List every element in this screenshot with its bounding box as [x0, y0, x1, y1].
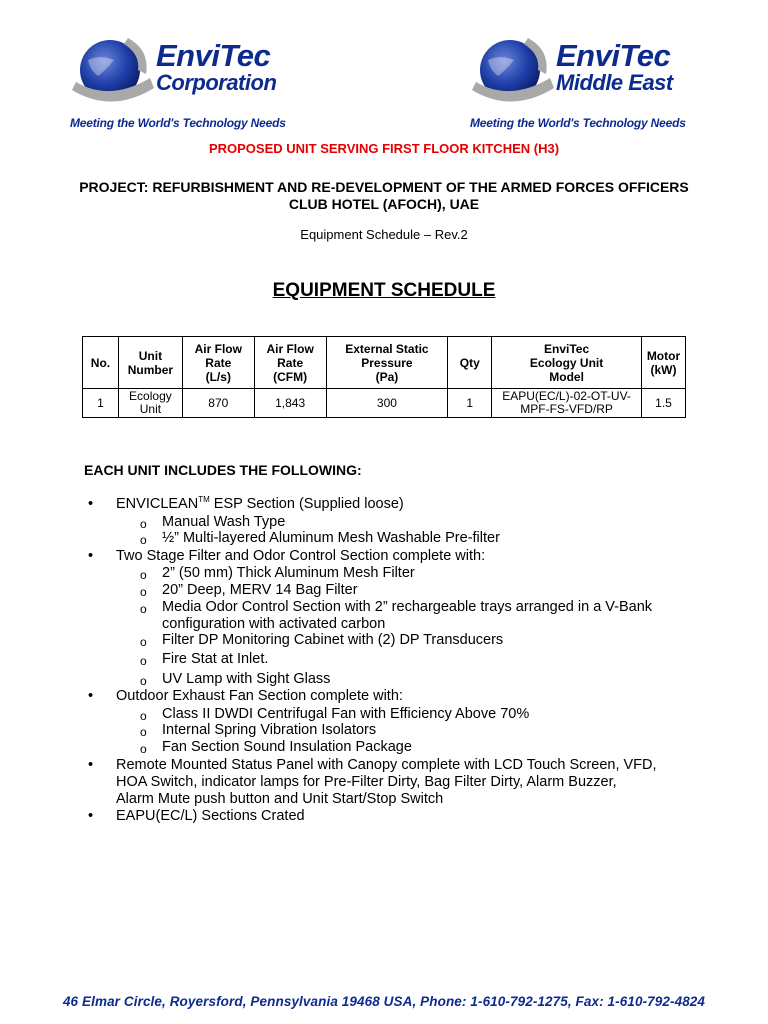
table-cell: 870	[182, 389, 254, 418]
sub-bullet-marker: o	[140, 635, 147, 649]
table-header-cell: External Static Pressure (Pa)	[326, 337, 448, 389]
sub-bullet-marker: o	[140, 674, 147, 688]
sub-bullet-marker: o	[140, 725, 147, 739]
sub-bullet-marker: o	[140, 742, 147, 756]
list-item: Outdoor Exhaust Fan Section complete with:	[116, 688, 403, 704]
sub-list-item: 2” (50 mm) Thick Aluminum Mesh Filter	[162, 565, 415, 581]
project-title	[0, 179, 768, 213]
equipment-table	[82, 336, 686, 418]
project-line-1: PROJECT: REFURBISHMENT AND RE-DEVELOPMENT OF THE ARMED FORCES OFFICERS	[79, 179, 689, 195]
includes-heading: EACH UNIT INCLUDES THE FOLLOWING:	[84, 462, 362, 478]
list-item: EAPU(EC/L) Sections Crated	[116, 808, 305, 824]
table-header-cell: Air Flow Rate (L/s)	[182, 337, 254, 389]
unit-title: PROPOSED UNIT SERVING FIRST FLOOR KITCHEN (H3)	[208, 141, 560, 156]
sub-list-item: Internal Spring Vibration Isolators	[162, 722, 377, 738]
globe-icon	[470, 30, 560, 115]
table-header-row	[83, 337, 686, 389]
table-cell: 1,843	[254, 389, 326, 418]
logo-tagline: Meeting the World's Technology Needs	[470, 116, 686, 130]
list-item: ENVICLEAN™ ESP Section (Supplied loose)	[116, 495, 404, 512]
logo-subname: Corporation	[156, 70, 277, 95]
table-cell: 1.5	[641, 389, 685, 418]
project-line-2: CLUB HOTEL (AFOCH), UAE	[288, 196, 480, 212]
bullet-marker: •	[88, 808, 94, 824]
schedule-heading: EQUIPMENT SCHEDULE	[272, 280, 496, 301]
list-item: Remote Mounted Status Panel with Canopy complete with LCD Touch Screen, VFD, HOA Switch, indicator lamps for Pre-Filter Dirty, Bag Filter Dirty, Alarm Buzzer, Alarm Mute push button and Unit Start/Stop Switch	[116, 757, 657, 807]
logo-name: EnviTec	[556, 38, 671, 73]
sub-list-item: Fire Stat at Inlet.	[162, 651, 269, 667]
bullet-marker: •	[88, 757, 94, 773]
bullet-marker: •	[88, 496, 94, 512]
table-cell: 1	[83, 389, 119, 418]
envitec-corporation-logo	[70, 30, 310, 135]
sub-list-item: Media Odor Control Section with 2” rechargeable trays arranged in a V-Bank configuration with activated carbon	[162, 599, 653, 632]
table-header-cell: EnviTec Ecology Unit Model	[492, 337, 642, 389]
table-header-cell: Motor (kW)	[641, 337, 685, 389]
sub-list-item: Fan Section Sound Insulation Package	[162, 739, 412, 755]
table-cell: 300	[326, 389, 448, 418]
table-header-cell: Qty	[448, 337, 492, 389]
sub-bullet-marker: o	[140, 585, 147, 599]
table-body	[83, 389, 686, 418]
logo-subname: Middle East	[556, 70, 673, 95]
envitec-middle-east-logo	[470, 30, 710, 135]
bullet-marker: •	[88, 548, 94, 564]
logo-name: EnviTec	[156, 38, 271, 73]
revision-label: Equipment Schedule – Rev.2	[300, 227, 468, 242]
table-cell: Ecology Unit	[118, 389, 182, 418]
sub-list-item: Manual Wash Type	[162, 514, 286, 530]
sub-bullet-marker: o	[140, 654, 147, 668]
sub-bullet-marker: o	[140, 533, 147, 547]
table-row	[83, 389, 686, 418]
sub-list-item: UV Lamp with Sight Glass	[162, 671, 331, 687]
list-item: Two Stage Filter and Odor Control Section complete with:	[116, 548, 486, 564]
sub-bullet-marker: o	[140, 517, 147, 531]
sub-bullet-marker: o	[140, 602, 147, 616]
sub-bullet-marker: o	[140, 709, 147, 723]
sub-list-item: ½” Multi-layered Aluminum Mesh Washable Pre-filter	[162, 530, 500, 546]
logo-tagline: Meeting the World's Technology Needs	[70, 116, 286, 130]
table-cell: EAPU(EC/L)-02-OT-UV- MPF-FS-VFD/RP	[492, 389, 642, 418]
table-cell: 1	[448, 389, 492, 418]
globe-icon	[70, 30, 160, 115]
footer-address: 46 Elmar Circle, Royersford, Pennsylvania 19468 USA, Phone: 1-610-792-1275, Fax: 1-610-792-4824	[62, 994, 706, 1009]
table-header-cell: Unit Number	[118, 337, 182, 389]
table-header-cell: Air Flow Rate (CFM)	[254, 337, 326, 389]
sub-list-item: 20” Deep, MERV 14 Bag Filter	[162, 582, 358, 598]
sub-list-item: Class II DWDI Centrifugal Fan with Efficiency Above 70%	[162, 706, 530, 722]
table-header-cell: No.	[83, 337, 119, 389]
sub-bullet-marker: o	[140, 568, 147, 582]
bullet-marker: •	[88, 688, 94, 704]
sub-list-item: Filter DP Monitoring Cabinet with (2) DP Transducers	[162, 632, 504, 648]
